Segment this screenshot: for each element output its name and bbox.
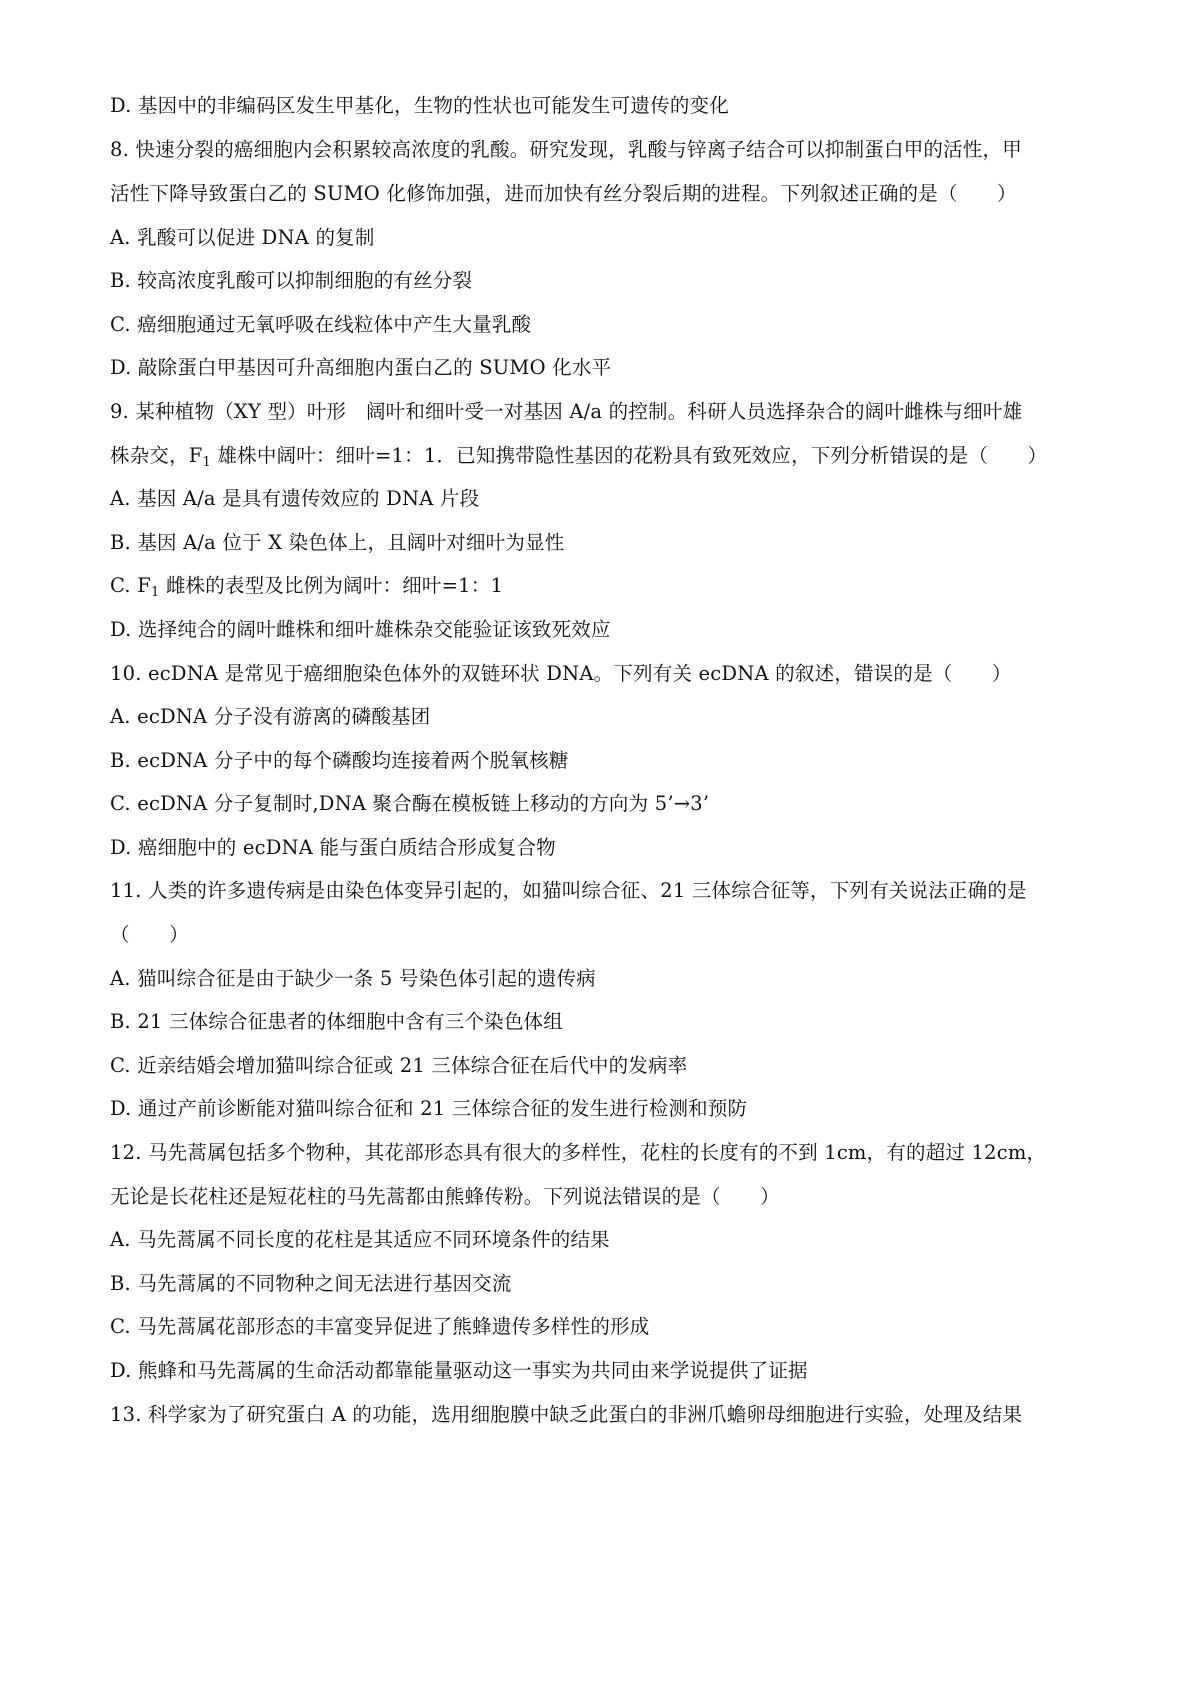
q9-option-a: A. 基因 A/a 是具有遗传效应的 DNA 片段 [110, 487, 480, 510]
q9-option-c-before: C. F [110, 574, 151, 597]
q12-stem-line2: 无论是长花柱还是短花柱的马先蒿都由熊蜂传粉。下列说法错误的是（ ） [110, 1185, 780, 1208]
q9-stem-line2-after: 雄株中阔叶：细叶=1：1．已知携带隐性基因的花粉具有致死效应，下列分析错误的是（ ） [211, 444, 1048, 467]
q11-stem-line2: （ ） [110, 923, 189, 946]
q7-option-d: D. 基因中的非编码区发生甲基化，生物的性状也可能发生可遗传的变化 [110, 94, 729, 117]
q11-stem-line1: 11. 人类的许多遗传病是由染色体变异引起的，如猫叫综合征、21 三体综合征等，下列有关说法正确的是 [110, 879, 1027, 902]
q9-stem-line2-subscript: 1 [202, 455, 212, 470]
q11-option-b: B. 21 三体综合征患者的体细胞中含有三个染色体组 [110, 1010, 563, 1033]
q8-option-c: C. 癌细胞通过无氧呼吸在线粒体中产生大量乳酸 [110, 313, 532, 336]
q11-option-c: C. 近亲结婚会增加猫叫综合征或 21 三体综合征在后代中的发病率 [110, 1054, 688, 1077]
q12-stem-line1: 12. 马先蒿属包括多个物种，其花部形态具有很大的多样性，花柱的长度有的不到 1cm，有的超过 12cm， [110, 1141, 1047, 1164]
q9-stem-line2-before: 株杂交，F [110, 444, 203, 467]
q10-stem: 10. ecDNA 是常见于癌细胞染色体外的双链环状 DNA。下列有关 ecDNA 的叙述，错误的是（ ） [110, 662, 1012, 685]
q9-option-d: D. 选择纯合的阔叶雌株和细叶雄株杂交能验证该致死效应 [110, 618, 611, 641]
q8-option-d: D. 敲除蛋白甲基因可升高细胞内蛋白乙的 SUMO 化水平 [110, 356, 612, 379]
q8-option-a: A. 乳酸可以促进 DNA 的复制 [110, 226, 375, 249]
q11-option-a: A. 猫叫综合征是由于缺少一条 5 号染色体引起的遗传病 [110, 967, 596, 990]
q9-option-b: B. 基因 A/a 位于 X 染色体上，且阔叶对细叶为显性 [110, 531, 565, 554]
q9-stem-line2 [110, 442, 1110, 477]
q13-stem-line1: 13. 科学家为了研究蛋白 A 的功能，选用细胞膜中缺乏此蛋白的非洲爪蟾卵母细胞进行实验，处理及结果 [110, 1403, 1023, 1426]
q10-option-c: C. ecDNA 分子复制时,DNA 聚合酶在模板链上移动的方向为 5’→3’ [110, 792, 710, 815]
q9-option-c-after: 雌株的表型及比例为阔叶：细叶=1：1 [159, 574, 504, 597]
q11-option-d: D. 通过产前诊断能对猫叫综合征和 21 三体综合征的发生进行检测和预防 [110, 1097, 748, 1120]
q10-option-a: A. ecDNA 分子没有游离的磷酸基团 [110, 705, 431, 728]
q12-option-d: D. 熊蜂和马先蒿属的生命活动都靠能量驱动这一事实为共同由来学说提供了证据 [110, 1359, 808, 1382]
q10-option-b: B. ecDNA 分子中的每个磷酸均连接着两个脱氧核糖 [110, 749, 569, 772]
q9-stem-line1: 9. 某种植物（XY 型）叶形 阔叶和细叶受一对基因 A/a 的控制。科研人员选择杂合的阔叶雌株与细叶雄 [110, 400, 1023, 423]
q12-option-b: B. 马先蒿属的不同物种之间无法进行基因交流 [110, 1272, 512, 1295]
q10-option-d: D. 癌细胞中的 ecDNA 能与蛋白质结合形成复合物 [110, 836, 556, 859]
q8-stem-line1: 8. 快速分裂的癌细胞内会积累较高浓度的乳酸。研究发现，乳酸与锌离子结合可以抑制蛋白甲的活性，甲 [110, 138, 1022, 161]
q9-option-c [110, 572, 1110, 607]
q9-option-c-subscript: 1 [150, 585, 160, 600]
q8-stem-line2: 活性下降导致蛋白乙的 SUMO 化修饰加强，进而加快有丝分裂后期的进程。下列叙述正确的是（ ） [110, 182, 1017, 205]
q12-option-a: A. 马先蒿属不同长度的花柱是其适应不同环境条件的结果 [110, 1228, 610, 1251]
q12-option-c: C. 马先蒿属花部形态的丰富变异促进了熊蜂遗传多样性的形成 [110, 1315, 650, 1338]
q8-option-b: B. 较高浓度乳酸可以抑制细胞的有丝分裂 [110, 269, 473, 292]
